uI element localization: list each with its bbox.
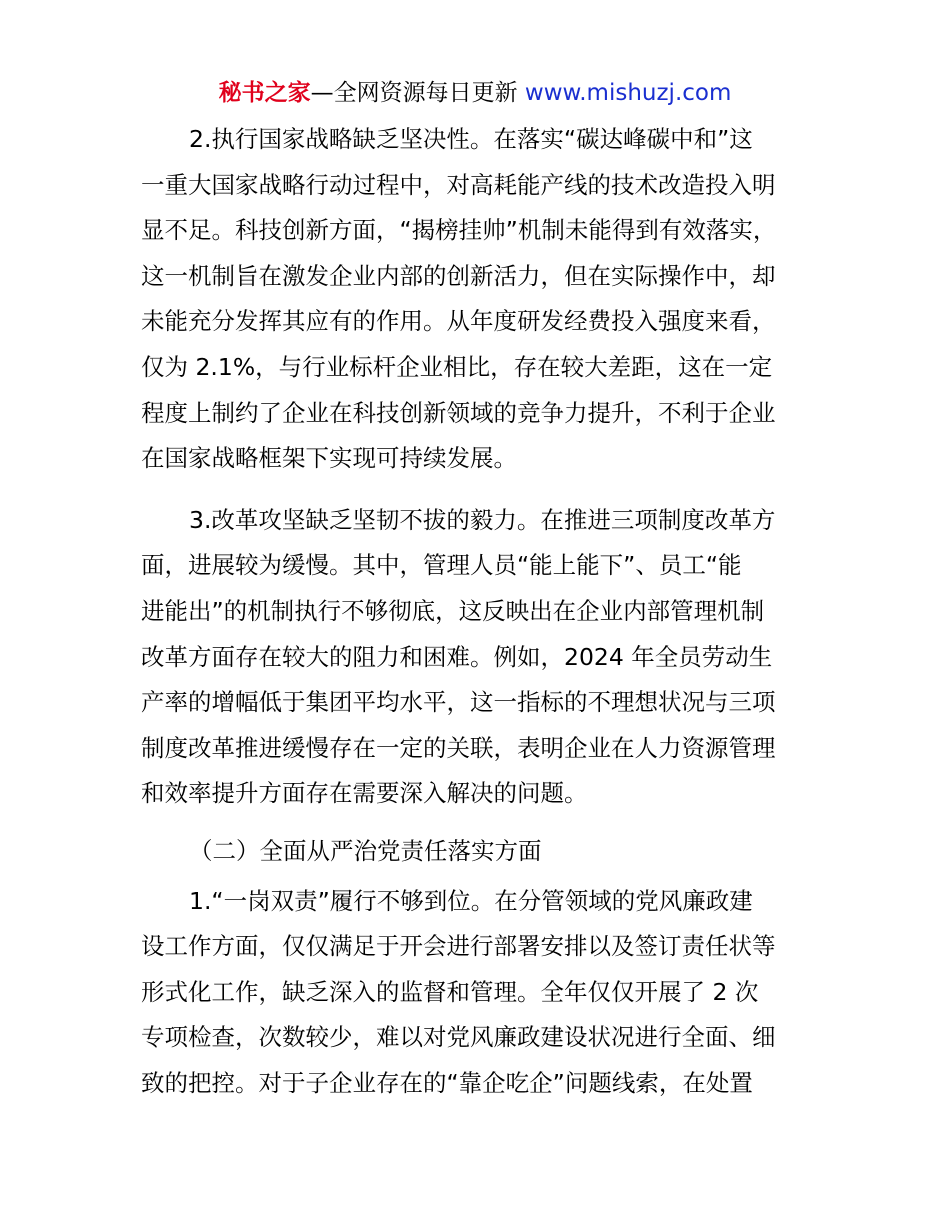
text-line: 仅为 2.1%，与行业标杆企业相比，存在较大差距，这在一定 bbox=[141, 352, 773, 381]
header-url[interactable]: www.mishuzj.com bbox=[524, 80, 732, 106]
paragraph-reform bbox=[141, 498, 821, 817]
text-line: 3.改革攻坚缺乏坚韧不拔的毅力。在推进三项制度改革方 bbox=[189, 505, 776, 534]
text-line: 1.“一岗双责”履行不够到位。在分管领域的党风廉政建 bbox=[189, 886, 753, 915]
text-line: 制度改革推进缓慢存在一定的关联，表明企业在人力资源管理 bbox=[141, 733, 776, 762]
text-line: 程度上制约了企业在科技创新领域的竞争力提升，不利于企业 bbox=[141, 398, 776, 427]
text-line: 2.执行国家战略缺乏坚决性。在落实“碳达峰碳中和”这 bbox=[189, 125, 753, 153]
text-line: 在国家战略框架下实现可持续发展。 bbox=[141, 444, 517, 473]
text-line: 致的把控。对于子企业存在的“靠企吃企”问题线索，在处置 bbox=[141, 1068, 753, 1097]
text-line: 面，进展较为缓慢。其中，管理人员“能上能下”、员工“能 bbox=[141, 551, 742, 580]
text-line: 和效率提升方面存在需要深入解决的问题。 bbox=[141, 779, 588, 808]
document-body bbox=[141, 117, 821, 1106]
text-line: 形式化工作，缺乏深入的监督和管理。全年仅仅开展了 2 次 bbox=[141, 977, 759, 1006]
text-line: 专项检查，次数较少，难以对党风廉政建设状况进行全面、细 bbox=[141, 1023, 776, 1052]
header-brand: 秘书之家 bbox=[218, 80, 311, 106]
paragraph-dual-duty bbox=[141, 879, 821, 1107]
text-line: 这一机制旨在激发企业内部的创新活力，但在实际操作中，却 bbox=[141, 261, 776, 290]
text-line: 产率的增幅低于集团平均水平，这一指标的不理想状况与三项 bbox=[141, 688, 776, 717]
header-tagline: —全网资源每日更新 bbox=[310, 80, 525, 106]
section-heading: （二）全面从严治党责任落实方面 bbox=[189, 836, 542, 865]
page-header bbox=[0, 78, 950, 108]
text-line: 进能出”的机制执行不够彻底，这反映出在企业内部管理机制 bbox=[141, 596, 765, 625]
text-line: 一重大国家战略行动过程中，对高耗能产线的技术改造投入明 bbox=[141, 170, 776, 199]
paragraph-strategy bbox=[141, 117, 821, 482]
text-line: 显不足。科技创新方面，“揭榜挂帅”机制未能得到有效落实， bbox=[141, 216, 777, 245]
text-line: 改革方面存在较大的阻力和困难。例如，2024 年全员劳动生 bbox=[141, 642, 773, 671]
text-line: 未能充分发挥其应有的作用。从年度研发经费投入强度来看， bbox=[141, 307, 776, 336]
text-line: 设工作方面，仅仅满足于开会进行部署安排以及签订责任状等 bbox=[141, 932, 776, 961]
